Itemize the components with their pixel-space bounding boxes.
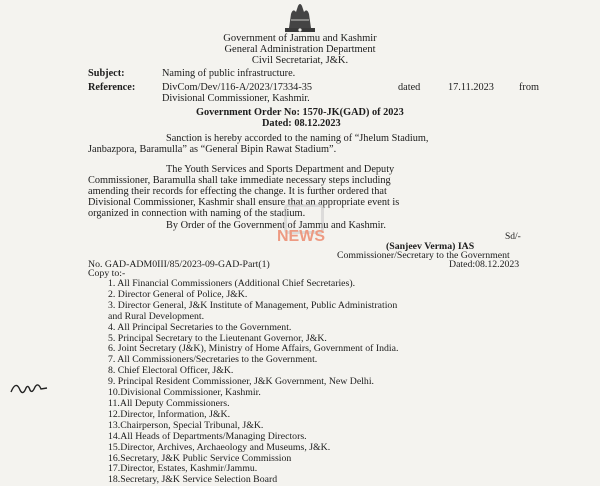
order-dated: Dated: 08.12.2023	[262, 118, 341, 129]
list-item: 5. Principal Secretary to the Lieutenant Governor, J&K.	[108, 332, 327, 344]
endorsement-number: No. GAD-ADM0III/85/2023-09-GAD-Part(1)	[88, 259, 270, 270]
signatory-designation: Commissioner/Secretary to the Government	[337, 250, 510, 261]
header-line-3: Civil Secretariat, J&K.	[251, 55, 349, 66]
endorsement-date: Dated:08.12.2023	[449, 259, 520, 270]
reference-line-2: Divisional Commissioner, Kashmir.	[162, 93, 310, 104]
para2-line1: The Youth Services and Sports Department and Deputy	[166, 164, 395, 175]
reference-dated-word: dated	[398, 82, 421, 93]
order-title: Government Order No: 1570-JK(GAD) of 2023	[196, 107, 404, 118]
list-item: 6. Joint Secretary (J&K), Ministry of Home Affairs, Government of India.	[108, 343, 399, 355]
list-item: and Rural Development.	[108, 310, 205, 322]
list-item: 13.Chairperson, Special Tribunal, J&K.	[108, 419, 264, 431]
list-item: 7. All Commissioners/Secretaries to the Government.	[108, 354, 318, 366]
para2-line5: organized in connection with naming of the stadium.	[88, 208, 306, 219]
list-item: 17.Director, Estates, Kashmir/Jammu.	[108, 463, 258, 475]
reference-date: 17.11.2023	[448, 82, 494, 93]
copy-to-label: Copy to:-	[88, 268, 126, 279]
list-item: 14.All Heads of Departments/Managing Directors.	[108, 430, 307, 442]
subject-text: Naming of public infrastructure.	[162, 68, 296, 79]
list-item: 15.Director, Archives, Archaeology and Museums, J&K.	[108, 441, 331, 453]
list-item: 3. Director General, J&K Institute of Management, Public Administration	[108, 299, 398, 311]
reference-number: DivCom/Dev/116-A/2023/17334-35	[162, 82, 313, 93]
subject-label: Subject:	[88, 68, 125, 79]
para2-line2: Commissioner, Baramulla shall take immediate necessary steps including	[88, 175, 391, 186]
para1-line2: Janbazpora, Baramulla” as “General Bipin Rawat Stadium”.	[88, 144, 337, 155]
header-line-1: Government of Jammu and Kashmir	[223, 33, 377, 44]
sd-mark: Sd/-	[505, 232, 521, 242]
para2-line3: amending their records for effecting the change. It is further ordered that	[88, 186, 387, 197]
by-order-line: By Order of the Government of Jammu and Kashmir.	[166, 220, 386, 231]
reference-label: Reference:	[88, 82, 136, 93]
national-emblem-icon	[279, 2, 321, 34]
list-item: 12.Director, Information, J&K.	[108, 408, 231, 420]
list-item: 2. Director General of Police, J&K.	[108, 288, 248, 300]
watermark-text: NEWS	[277, 228, 325, 245]
header-line-2: General Administration Department	[224, 44, 376, 55]
news-watermark	[258, 200, 344, 250]
signatory-name: (Sanjeev Verma) IAS	[386, 241, 475, 252]
list-item: 4. All Principal Secretaries to the Government.	[108, 321, 292, 333]
list-item: 8. Chief Electoral Officer, J&K.	[108, 365, 234, 377]
list-item: 18.Secretary, J&K Service Selection Board	[108, 474, 278, 486]
list-item: 16.Secretary, J&K Public Service Commission	[108, 452, 292, 464]
handwritten-initials-icon	[8, 378, 50, 398]
para1-line1: Sanction is hereby accorded to the naming of “Jhelum Stadium,	[166, 133, 429, 144]
list-item: 11.All Deputy Commissioners.	[108, 397, 230, 409]
para2-line4: Divisional Commissioner, Kashmir shall ensure that an appropriate event is	[88, 197, 400, 208]
list-item: 10.Divisional Commissioner, Kashmir.	[108, 387, 261, 399]
copy-to-list	[108, 279, 528, 486]
list-item: 1. All Financial Commissioners (Additional Chief Secretaries).	[108, 278, 356, 289]
reference-from-word: from	[519, 82, 540, 93]
list-item: 9. Principal Resident Commissioner, J&K Government, New Delhi.	[108, 376, 374, 388]
